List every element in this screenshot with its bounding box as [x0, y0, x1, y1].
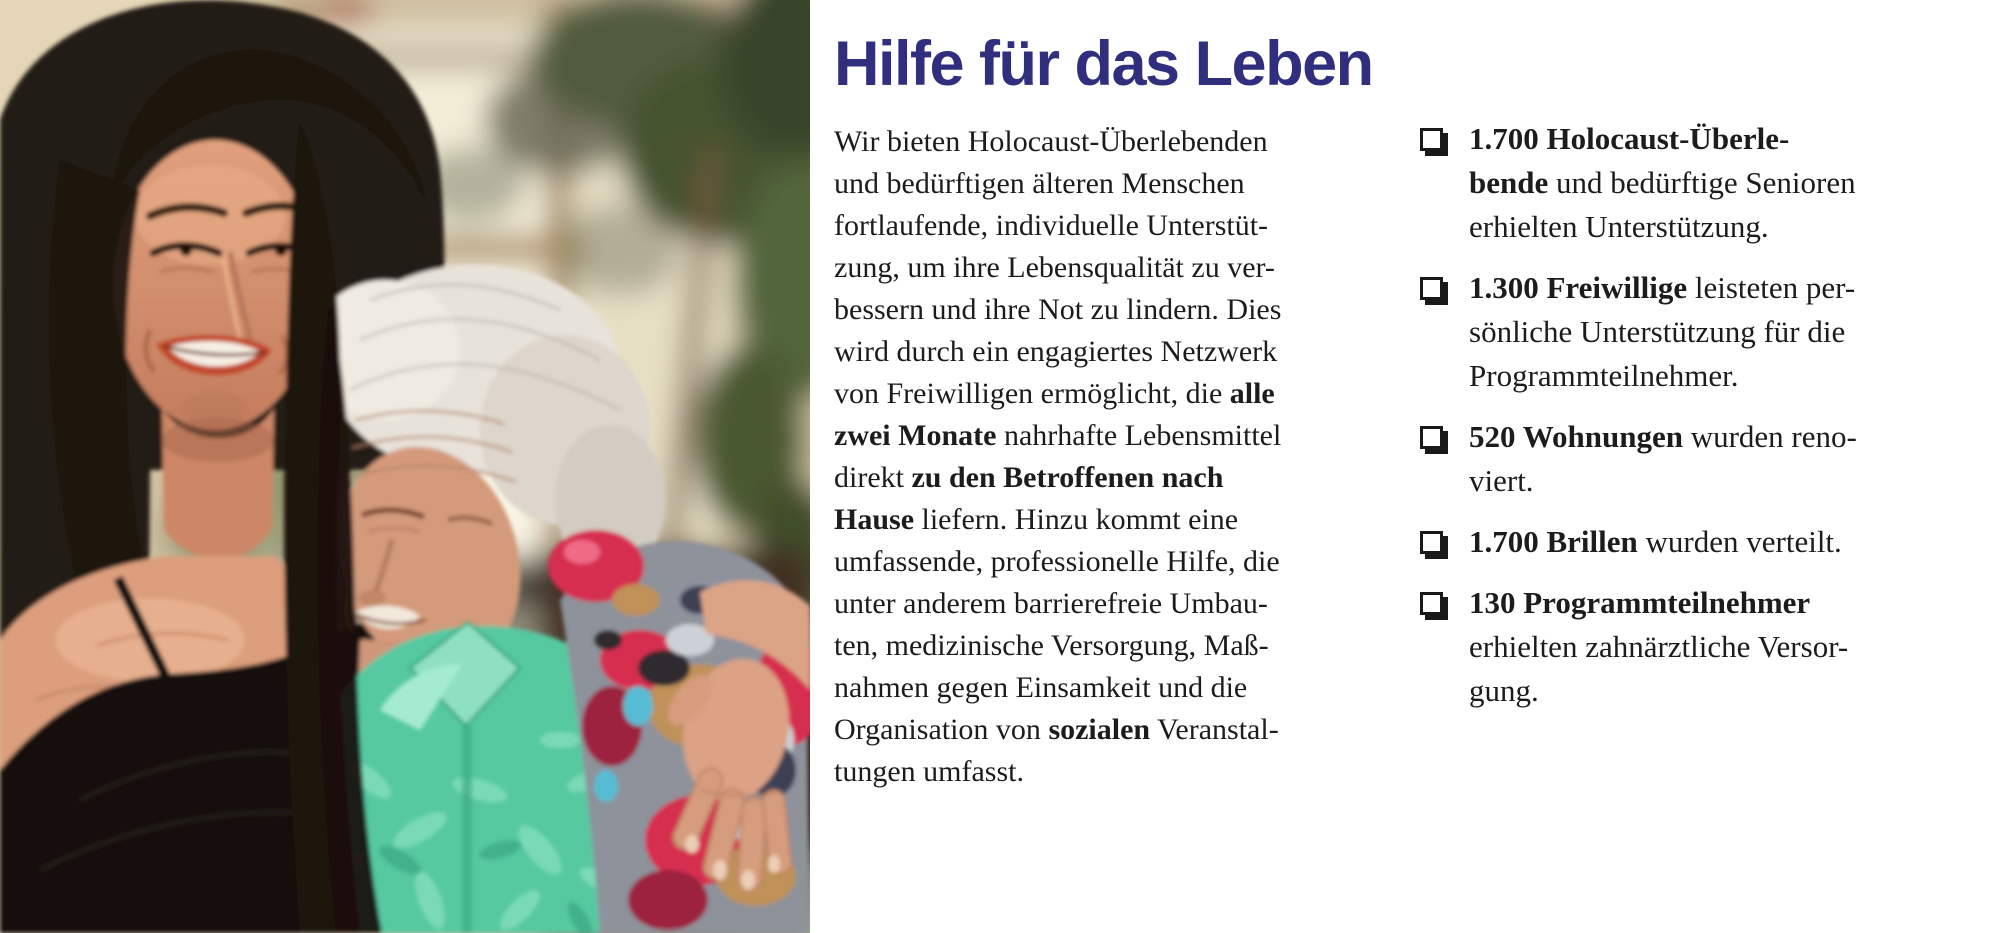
- photo-two-women: [0, 0, 810, 933]
- stat-item-text: 520 Wohnungen wurden reno- viert.: [1469, 419, 1857, 498]
- stat-item: [1420, 581, 2000, 713]
- stat-item-text: 1.700 Holocaust-Überle- bende und bedürftige Senioren erhielten Unterstützung.: [1469, 121, 1856, 244]
- checkbox-bullet-icon: [1420, 426, 1443, 449]
- stat-item-text: 1.700 Brillen wurden verteilt.: [1469, 524, 1842, 559]
- intro-paragraph: Wir bieten Holocaust-Überlebenden und bedürftigen älteren Menschen fortlaufende, individuelle Unterstüt- zung, um ihre Lebensqualität zu ver- bessern und ihre Not zu lindern. Dies wird durch ein engagiertes Netzwerk von Freiwilligen ermöglicht, die alle zwei Monate nahrhafte Lebensmittel direkt zu den Betroffenen nach Hause liefern. Hinzu kommt eine umfassende, professionelle Hilfe, die unter anderem barrierefreie Umbau- ten, medizinische Versorgung, Maß- nahmen gegen Einsamkeit und die Organisation von sozialen Veranstal- tungen umfasst.: [834, 125, 1282, 788]
- checkbox-bullet-icon: [1420, 128, 1443, 151]
- checkbox-bullet-icon: [1420, 531, 1443, 554]
- stat-item: [1420, 415, 2000, 503]
- stat-item: [1420, 266, 2000, 398]
- main-column: [834, 29, 1394, 793]
- checkbox-bullet-icon: [1420, 277, 1443, 300]
- checkbox-bullet-icon: [1420, 592, 1443, 615]
- stat-item-text: 130 Programmteilnehmer erhielten zahnärztliche Versor- gung.: [1469, 585, 1849, 708]
- page-title: Hilfe für das Leben: [834, 29, 1373, 99]
- stat-item: [1420, 520, 2000, 564]
- stat-item-text: 1.300 Freiwillige leisteten per- sönliche Unterstützung für die Programmteilnehmer.: [1469, 270, 1856, 393]
- stat-item: [1420, 117, 2000, 249]
- stats-list: [1420, 117, 2000, 730]
